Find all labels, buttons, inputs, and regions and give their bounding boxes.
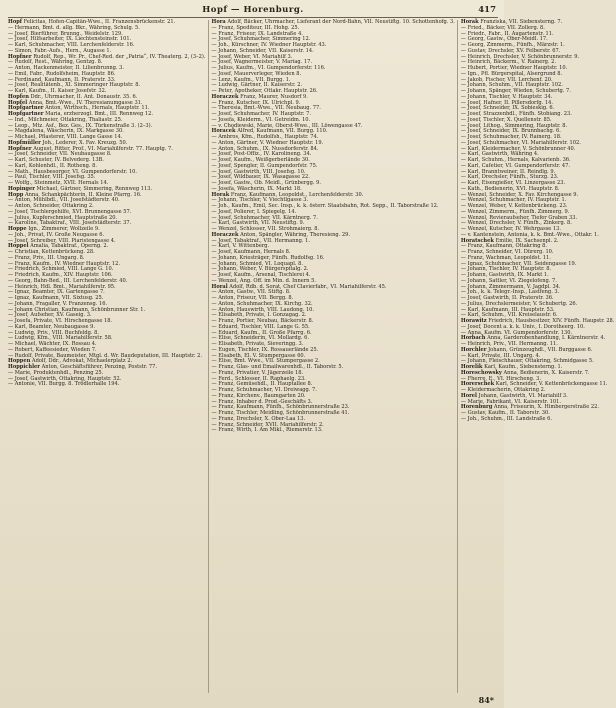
entry-details: — Josef, Polierer, I. Spiegelg. 14. <box>211 208 297 215</box>
entry-details: — Josef, Docent a. k. k. Univ., I. Dorotheerg. 10. <box>460 323 585 330</box>
column-1 <box>8 20 209 693</box>
entry-details: — Franz, Kirchenv., Baumgarten 20. <box>211 392 306 399</box>
entry-details: — Franz, Schuhmacher, VI. Dreiwagg. 7. <box>211 387 317 393</box>
entry-details: Rudolf, Rep., Wr. Pr., Chef-Red. der „Patria“, IV. Theaterg. 2, (3–2). <box>33 53 206 60</box>
entry-details: — Wolfg., Steinmetz, XVII. Hernals 14. <box>8 180 109 186</box>
entry-details: — Joh., Privat, IV. Große Neugasse 6. <box>8 231 105 238</box>
directory-entry <box>461 417 615 423</box>
entry-details: — Wenzel, Zimmerm., Fünfh. Zimmerg. 9. <box>460 208 570 215</box>
entry-details: Anna, Bmt.-Wwe., IV. Theresianumgasse 31. <box>28 99 143 106</box>
page-number: 417 <box>478 5 496 15</box>
entry-details: — Franz, Spediteur, III. Hohg. 25. <box>211 24 300 31</box>
entry-details: — Wenzel, Schuhmacher, IV. Hauptstr. 1. <box>460 197 567 204</box>
entry-details: — Karl, Beamter, Neubaugasse 9. <box>8 323 96 330</box>
entry-details: — Georg, Gastw., Ober-Meidl. 17. <box>460 36 548 43</box>
entry-details: — Josef, Schneider, IX. Brunnbachg. 6. <box>460 128 561 135</box>
entry-details: — Emil, Fabr., Rudolfsheim, Hauptstr. 86. <box>8 70 116 77</box>
entry-details: — Karl, Schuhm., Hernals, Kalvarienb. 36. <box>460 157 571 163</box>
entry-details: — Ferd., Schlosser, II. Raphaelg. 23. <box>211 375 306 382</box>
entry-details: — Julius, Kupferschmied, Hauptstraße 20. <box>8 214 118 221</box>
entry-details: — Josef, Tischlergehilfe, XVI. Brunnengasse 57. <box>8 208 132 215</box>
entry-details: — Josef, Weber, VI. Mariahilf 3. <box>211 53 293 60</box>
entry-details: — Ignaz, Schuhmacher, VII. Seidengasse 19. <box>460 260 577 267</box>
entry-surname: Horacek <box>211 128 236 135</box>
entry-details: — Theresia, Bmt.-Wwe., VII. Neubaug. 77. <box>211 105 321 112</box>
entry-details: — Josef, Aufseher, XV. Gaseig. 3. <box>8 312 92 319</box>
entry-details: — Friedr., Fabr., II. Augartenstr. 11. <box>460 30 554 37</box>
entry-details: — Leop., Mtz. Asf., Bez. Ges., IX. Türkenstraße 3. (2–3). <box>8 122 153 129</box>
entry-details: Karl, Schneider, V. Kettenbrückengasse 11. <box>495 381 608 388</box>
entry-details: — Karl, Drechsler, Fünfh., Sturzg. 23. <box>460 174 559 181</box>
entry-details: — Eduard, Kaufm., II. Große Pfarrg. 6. <box>211 329 312 336</box>
entry-details: — Karl, Kaufmann, III. Hauptstr. 53. <box>460 306 555 313</box>
entry-details: Franz, Maurer, Nusdorf 9. <box>240 93 308 100</box>
entry-details: — Johann Christian, Kaufmann, Schönbrunner Str. 1. <box>8 306 146 313</box>
entry-surname: Horal <box>211 283 228 290</box>
entry-details: — Simon, Fabr.-Aufs., Hern., Augasse 1. <box>8 47 112 54</box>
entry-details: — Franz, Kutscher, IX. Ulrichpl. 9. <box>211 99 301 106</box>
entry-details: Emilie, IX. Sachsenpl. 2. <box>495 237 559 244</box>
entry-details: — Magdalena, Wäscherin, IX. Markgasse 30. <box>8 128 124 135</box>
entry-details: — Fherre, E., VI. Hirscheng. 3. <box>460 375 541 382</box>
entry-details: Ddr., Uhrmacher, II. Ant. Donaustr. 35. 6. <box>30 93 138 100</box>
entry-details: — Josef, Schuhmacher, Simmering 12. <box>211 36 311 43</box>
entry-surname: Horaczek <box>211 231 239 238</box>
entry-details: — Anton, Schneider, Ottakring 2. <box>8 203 94 209</box>
entry-details: — Anton, Schuhmacher, IX. Kirchg. 32. <box>211 300 313 307</box>
entry-surname: Horelik <box>460 364 483 370</box>
entry-details: — Karl, Schuhmacher, VIII. Lerchenfelderstr. 16. <box>8 42 135 48</box>
entry-details: — Josefa, Private, VI. Hirschengasse 18. <box>8 318 113 324</box>
entry-details: — Josef, Gastwirth, II. Praterstr. 36. <box>460 295 554 301</box>
entry-details: — Josef, Schneider, IX. Sobieskig. 6. <box>460 105 555 112</box>
entry-details: — Wenzel, Schlosser, VII. Strohmaierg. 8. <box>211 226 320 232</box>
entry-details: Anton, Spängler, Währing, Theresieng. 29. <box>240 231 351 238</box>
entry-details: — Elise, Schneiderin, VI. Mollardg. 6. <box>211 335 310 342</box>
entry-details: — Franz, Kaufm., IV. Wiedner Hauptstr. 12. <box>8 260 120 267</box>
entry-details: — Karl, Schuster, IV. Belvederg. 13B. <box>8 157 104 163</box>
entry-details: — Josef, Schuhmacher, IV. Rainerg. 18. <box>460 134 562 140</box>
entry-surname: Hora <box>211 19 226 25</box>
entry-details: — Ignaz, Kaufmann, VII. Sixtusg. 25. <box>8 295 104 301</box>
entry-details: — Josefa, Kleiderm., VI. Getreidm. 10. <box>211 116 311 123</box>
entry-details: — Johann, Kriesträger, Fünfh. Rudolfsg. 16. <box>211 254 325 261</box>
entry-details: Anna, Bedienerin, X. Kaiserstr. 7. <box>503 369 590 376</box>
entry-details: — Joh., Kaufm., Emil, Sec. Insp., k. k. österr. Staatsbahn, Rot. Sepp., II. Taborstraße 12. <box>211 203 439 209</box>
entry-details: — Elsabeth, El. V. Stumpergasse 60. <box>211 352 306 359</box>
entry-details: — Karl, V. Wittenberg. <box>211 243 270 250</box>
entry-details: Anna, Friseurin, X. Himbergerstraße 22. <box>493 404 599 411</box>
entry-surname: Hopfner <box>8 53 32 60</box>
entry-surname: Horak <box>211 191 230 198</box>
entry-details: — Anton, Mühlbdl., VII. Josefstädterstr. 40. <box>8 197 120 204</box>
entry-details: — Kath., Bedienerin, XVI. Hauptstr. 8. <box>460 185 560 192</box>
entry-details: — Franz, Priv., III. Ungarg. 8. <box>8 254 85 261</box>
entry-details: — Johann, Tischler, V. Hauptstr. 34. <box>460 93 553 100</box>
entry-details: — Ludwig, Priv., VIII. Buchfeldg. 8. <box>8 329 100 336</box>
entry-details: — Wenzel, Kutscher, IV. Wehrgasse 13. <box>460 226 562 232</box>
entry-details: — Paul, Tischler, VIII. Josefsg. 35. <box>8 174 96 181</box>
entry-details: — Josef, Strazzenhdl., Fünfh. Stobiang. 23. <box>460 111 572 117</box>
entry-details: — Josef, Kaufmann, Hernals 8. <box>211 249 291 255</box>
entry-surname: Horenburg <box>460 404 493 411</box>
entry-surname: Horerschek <box>460 381 495 388</box>
entry-details: — Julius, Drechslermeister, V. Schubertg. 26. <box>460 300 578 307</box>
entry-details: — Johann, Fleischhauer, Ottakring, Schmidgasse 5. <box>460 358 594 365</box>
entry-details: — Michael, Pflasterer, VIII. Lange Gasse 14. <box>8 134 123 140</box>
entry-details: Ign., Zimmerer, Wollzeile 9. <box>28 226 100 232</box>
entry-details: — Karl, Kohlenhdl., II. Rotheng. 8. <box>8 162 97 169</box>
directory-entry <box>8 382 206 388</box>
entry-details: — Josef, Schuhmacher, IV. Hauptstr. 7. <box>211 111 311 117</box>
entry-details: — Franz, Drechsler, X. Ober-Laa 13. <box>211 415 306 422</box>
entry-details: — Franz, Gemüsehdl., II. Hauptallee 8. <box>211 381 313 388</box>
running-title: Hopf — Horenburg. <box>202 5 304 15</box>
entry-surname: Hoppen <box>8 358 31 365</box>
entry-details: — Josef, Realitätenb., XI. Simmeringer Hauptstr. 8. <box>8 82 141 89</box>
entry-details: — Karl, Branntweiner, II. Reindlg. 9. <box>460 168 556 175</box>
entry-details: — Franz, Schneider, XVII. Mariahilferstr. 2. <box>211 421 324 428</box>
entry-details: — Josef, Kaufm., Weißgerberlände 30. <box>211 157 310 163</box>
entry-details: — Franz, Tischler, Meidling, Schönbrunnerstraße 41. <box>211 410 350 416</box>
entry-surname: Hopfmüller <box>8 139 41 146</box>
entry-details: — Wenzel, Revieraufseher, Tiefer Graben 33. <box>460 214 578 221</box>
entry-details: — Marie, Fabrikant, VI. Kaiserstr. 101. <box>460 398 562 405</box>
entry-surname: Horbach <box>460 335 486 342</box>
entry-details: — Karl, Kleidermacher, V. Schönbrunner 40. <box>460 145 576 152</box>
entry-details: — Karoline, Tabaktraf., VIII. Josefstädterstr. 37. <box>8 220 132 227</box>
entry-details: — Heinrich, Drechsler, V. Schönbrunnerstr. 9. <box>460 53 580 60</box>
columns <box>8 19 615 693</box>
entry-details: — Friedrich, Schmied, VIII. Lange G. 10. <box>8 266 114 273</box>
entry-details: — Josef, Wildbauer, IX. Wasagasse 22. <box>211 174 310 181</box>
entry-details: — Eugen, Tischler, IX. Rossauerlände 25. <box>211 346 319 353</box>
entry-surname: Horchler <box>460 346 487 353</box>
entry-details: — Georg, Bahn-Bed., III. Lerchenfelderstr. 40. <box>8 277 128 284</box>
entry-details: — Julius, Kaufm., VI. Gumpendorferstr. 116. <box>211 65 326 71</box>
entry-details: — Johann, Spänger, Wieden, Schubertg. 7. <box>460 88 571 94</box>
entry-details: — Johann, Schuhm., VII. Hauptstr. 102. <box>460 82 563 89</box>
entry-details: — Franz, Inhaber d. Prod.-Geschäfts 3. <box>211 398 313 405</box>
entry-details: Franz, Kaufmann, Leopoldst., Lerchenfelderstr. 30. <box>230 191 364 198</box>
entry-details: — Anton, Gärtner, V. Wiedner Hauptstr. 19. <box>211 139 324 146</box>
entry-surname: Horawitz <box>460 318 487 324</box>
entry-details: — Marie, Produktenhdl., Penzing 25. <box>8 369 104 376</box>
entry-details: Joh., Lederer, X. Fav. Kreuzg. 50. <box>42 139 128 146</box>
entry-details: Adolf, Ddr., Advokat, Michaelerplatz 2. <box>31 358 133 365</box>
entry-details: — Johann, Weber, V. Bürgerspitalg. 2. <box>211 266 309 273</box>
entry-details: Friedrich, Hausbesitzer, XIV. Fünfh. Haupstr. 28. <box>488 318 615 324</box>
entry-details: — Anton, Hauswirth, VIII. Laudong. 10. <box>211 306 315 313</box>
entry-details: Anna, Schankpächterin, II. Kleine Pfarrg. 16. <box>24 191 142 198</box>
entry-details: — Peter, Apotheker, Ottakr. Hauptstr. 26. <box>211 88 318 94</box>
entry-details: — Josef, Post-Offiz., IV. Karolineng. 34. <box>211 151 312 158</box>
entry-details: — Heinrich, Priv., VII. Hermanng. 11. <box>460 341 558 347</box>
entry-surname: Hoppe <box>8 226 27 232</box>
entry-details: — v. Kantenstein, Antonia, k. k. Bmt.-Wwe., Ottakr. 1. <box>460 231 599 238</box>
entry-details: — Josef, Mauerverleger, Wieden 8. <box>211 70 302 77</box>
entry-details: Anna, Garderobenhandlung, I. Kärntnerstr. 4. <box>487 335 606 342</box>
entry-details: — Elisabeth, Private, Sieveringg. 3. <box>211 341 304 347</box>
entry-details: — Johann, Schmied, VI. Loquapl. 8. <box>211 260 303 267</box>
entry-details: — Karl, Gastwirth, Währing 4. <box>460 151 539 158</box>
entry-details: — Franz, Kaufmann, Fünfh., Schönbrunnerstraße 23. <box>211 404 350 411</box>
entry-details: — Wenzel, Schneider, X. Fav. Kirchengasse 9. <box>460 191 579 198</box>
entry-surname: Hoppel <box>8 243 29 250</box>
entry-details: — Wenzel, Ang. Off. im Min. d. Innern 5. <box>211 277 316 284</box>
entry-details: — Franz, Privatier, V. Jägerzeile 18. <box>211 369 304 376</box>
entry-details: — Eduard, Tischler, VIII. Lange G. 55. <box>211 323 310 330</box>
entry-details: — v. Chodiewski, Marie, Oberst-Wwe., III. Löwengasse 47. <box>211 122 363 129</box>
entry-details: — Josefa, Wäscherin, IX. Markt 18. <box>211 185 302 192</box>
entry-surname: Hoppichler <box>8 364 40 370</box>
entry-details: — Karl, Kaufm., II. Kaiser Josefstr. 32. <box>8 88 107 94</box>
entry-details: — Franz, Portier, Neubau, Bäckerstr. 8. <box>211 318 314 324</box>
entry-details: — Wenzel, Weber, V. Kettenbrückeng. 23. <box>460 203 568 209</box>
entry-details: — Josef, Tischler, X. Quellenstr. 85. <box>460 116 552 123</box>
entry-surname: Horeschowsky <box>460 369 502 376</box>
entry-details: — Josef, Lithog., Simmering, Hauptstr. 8. <box>460 122 568 129</box>
entry-details: — Josef, Bierführer, Brunng., Weidelstr. 129. <box>8 30 123 37</box>
entry-details: — Georg, Zimmerm., Fünfh., Märzstr. 1. <box>460 42 565 48</box>
entry-details: — Franz, Wirth, I. Am Mikl., Riemerstr. 13. <box>211 427 323 434</box>
entry-details: — Josef, Kaufm., Arsenal, Tischlerei 4. <box>211 272 311 278</box>
entry-details: — Ludwig, Kfm., VIII. Mariahilferstr. 58. <box>8 335 113 342</box>
entry-details: — Karl, Eisengießer, VI. Linzergasse 23. <box>460 180 566 186</box>
entry-details: Anton, Geschäftsführer, Penzing, Poststr. 77. <box>41 364 157 370</box>
entry-details: — Josef, Schneider, VII. Neubaugasse 8. <box>8 151 112 158</box>
entry-details: — Friedrich, Kaufm., XIV. Hauptstr. 106. <box>8 272 113 278</box>
entry-details: — Ind., Milchmeier, Ottakring, Thaliastr. 25. <box>8 116 123 123</box>
entry-details: — Anton, Gastw., VII. Stiftg. 8. <box>211 289 291 296</box>
page-header <box>8 3 498 18</box>
entry-details: — Josef, Gastwirth, Ottakring, Hauptstr. 52. <box>8 375 122 382</box>
entry-details: — Josef, Gastw., Ob. Meidl., Grünbergg. 9. <box>211 180 321 186</box>
entry-details: — Jakob, Fischer, VII. Lerchenf. 20. <box>460 76 553 83</box>
entry-details: — Ludwig, Gärtner, II. Kaiserstr. 2. <box>211 82 303 89</box>
entry-surname: Horel <box>460 392 477 399</box>
entry-details: — Josef, Tabaktraf., VII. Hermanng. 1. <box>211 237 311 244</box>
entry-details: Amalia, Tabaktraf., Operng. 2. <box>30 243 109 250</box>
entry-details: — Joh., Kürschner, IV. Wiedner Hauptstr. 43. <box>211 42 327 48</box>
column-2 <box>212 20 458 693</box>
entry-details: Adolf, Rdb. d. Sorat, Chef Clavierfabr., VI. Mariahilferstr. 45. <box>229 283 387 290</box>
entry-details: Felicitas, Hofen-Capitän-Wwe., II. Franzensbrückenstr. 21. <box>23 19 176 25</box>
entry-details: — Johann, Sattler, VI. Ziegelofeng. 7. <box>460 277 557 284</box>
entry-details: — Franz, Kaufmann, Ottakring 8. <box>460 243 547 250</box>
entry-details: — Lenz, Kaufm., VII. Burgg. 1. <box>211 76 291 83</box>
entry-details: — Karl, Cafetier, VI. Gumpendorferstr. 47. <box>460 162 571 169</box>
entry-details: — Hermann, Bmt. d. allg. Bkr., Währing, Schulg. 5. <box>8 24 140 31</box>
entry-surname: Hopp <box>8 191 24 198</box>
entry-details: — Robert, Kaffeesieder, Wieden 7. <box>8 346 97 353</box>
entry-details: — Ignaz, Beamter, IX. Gartengasse 7. <box>8 289 105 296</box>
entry-details: — Karl, Schuhm., VII. Kreiselaustr. 6. <box>460 312 558 319</box>
entry-details: — Heinrich, Hdl. Bmt., Mariahilferstr. 95. <box>8 283 116 290</box>
entry-details: — Josef, Hilfsarbeiter, IX. Liechtensteinstr. 101. <box>8 36 132 43</box>
entry-details: — Franz, Schneider, VI. Dürerg. 10. <box>460 249 554 255</box>
entry-details: — Fried., Bäcker, VII. Zollerg. 8. <box>460 24 545 31</box>
entry-details: — Johann, Gastwirth, IX. Markt 1. <box>460 272 549 278</box>
entry-details: — Ign., Pfl. Bürgerspital, Alsergrund 8. <box>460 70 563 77</box>
entry-details: — Josef, Schuhmacher, VI. Mariahilferstr. 102. <box>460 139 581 146</box>
entry-details: — Math., Hausbesorger, VI. Gumpendorferstr. 10. <box>8 168 137 175</box>
entry-details: — Ambros, Kfm., Rudolfsh., Hauptstr. 74. <box>211 134 319 140</box>
entry-details: Adolf, Bäcker, Uhrmacher, Lieferant der Nord-Bahn, VII. Neustiftg. 10. Schottenhofg. 3. <box>227 19 455 25</box>
entry-details: — Anton, Hackenmeister, II. Lilienbrunng. 3. <box>8 65 125 71</box>
entry-details: — Joh., Schuhm., III. Landstraße 6. <box>460 415 553 422</box>
entry-details: — Josef, Gastwirth, VIII. Josefsg. 10. <box>211 168 306 175</box>
entry-details: — Joh., k. k. Telegr.-Insp., Lastfeng. 3. <box>460 289 560 296</box>
entry-details: Alfred, Kaufmann, VII. Burgg. 110. <box>237 128 328 135</box>
entry-details: — Karl, Gastwirth, VII. Neustiftg. 9. <box>211 220 305 227</box>
entry-surname: Horatschek <box>460 237 494 244</box>
entry-details: — Karl, Private, III. Ungarg. 4. <box>460 352 541 359</box>
entry-details: — Kleidermacherin, Ottakring 2. <box>460 387 546 393</box>
entry-details: Karl, Kaufm., Siebensterng. 1. <box>484 364 563 370</box>
entry-surname: Hopfgartner <box>8 111 44 117</box>
entry-details: — Antonie, VII. Burgg. 8. Trödlerhalle 194. <box>8 381 120 388</box>
entry-surname: Hopfen <box>8 93 29 100</box>
entry-details: — Heinrich, Bäckerm., V. Rainerg. 2. <box>460 59 557 66</box>
entry-details: Johann, Gastwirth, VI. Mariahilf 3. <box>478 392 568 399</box>
entry-details: — Anna, Kaufm. VI. Gumpendorferstr. 130. <box>460 329 573 336</box>
entry-details: — Franz, Wachman, Leopoldst. 11. <box>460 254 551 261</box>
entry-surname: Hopf <box>8 19 22 25</box>
entry-details: — Johann, Schneider, VII. Kaiserstr. 14. <box>211 47 314 54</box>
entry-details: August, Ritter, Prof., VI. Mariahilferstr. 77. Hauptg. 7. <box>33 145 173 152</box>
entry-details: — Rudolf, Rest., Währing, Gentzg. 8. <box>8 59 103 66</box>
entry-details: — Josef, Hafner, II. Pillersdorfg. 14. <box>460 99 553 106</box>
entry-surname: Hopinger <box>8 185 35 192</box>
entry-details: — Johann, Zimmermann, V. Jagdpl. 34. <box>460 283 561 290</box>
entry-details: — Anton, Friseur, VII. Bergg. 8. <box>211 295 294 301</box>
entry-surname: Hopfel <box>8 99 28 106</box>
entry-details: — Josef, Schuhmacher, VII. Kärntnerg. 7. <box>211 214 318 221</box>
entry-details: — Ferdinand, Kaufmann, II. Praterstr. 33. <box>8 76 116 83</box>
entry-surname: Horak <box>460 19 479 25</box>
entry-surname: Hopfner <box>8 145 32 152</box>
entry-details: — Elisabeth, Private, I. Gonzagag. 2. <box>211 312 307 319</box>
entry-details: — Christian, Kettenbrückeng. 28. <box>8 249 95 255</box>
entry-details: — Michael, Wächter, IX. Rossau 4. <box>8 341 97 347</box>
directory-entry <box>212 428 455 434</box>
entry-details: — Gustav, Drechsler, XV. Felberstr. 67. <box>460 47 561 54</box>
entry-details: — Anton, Schuhm., IX. Nussdorferstr. 84. <box>211 145 319 152</box>
signature-mark: 84* <box>478 695 494 705</box>
entry-details: — Hubert, Portier, Wiedner Hauptstr. 10. <box>460 65 568 71</box>
entry-surname: Horaczek <box>211 93 239 100</box>
entry-details: — Johann, Tischler, IV. Hauptstr. 8. <box>460 266 552 273</box>
entry-surname: Hopfgartner <box>8 105 44 112</box>
entry-details: — Josef, Schreiber, VIII. Piaristengasse 4. <box>8 237 116 244</box>
entry-details: — Franz, Glas- und Emailwarenhdl., II. Taborstr. 5. <box>211 364 344 370</box>
entry-details: — Josef, Wagnermeister, V. Mariag. 17. <box>211 59 312 66</box>
entry-details: Michael, Gärtner, Simmering, Rennweg 113. <box>36 185 153 192</box>
entry-details: — Franz, Friseur, IX. Landstraße 4. <box>211 30 303 37</box>
entry-details: — Johann, Tischler, V. Viechtlgasse 3. <box>211 197 309 204</box>
entry-details: Anton, Wirthsch., Hernals, Hauptstr. 11. <box>45 105 150 112</box>
entry-details: — Elise, Bmt. Wwe., VII. Stumpergasse 2. <box>211 358 320 365</box>
entry-details: Maria, erzherzogl. Bmt., III. Rennweg 12. <box>45 111 153 117</box>
entry-details: — Rudolf, Private, Baumeister, Mtgl. d. Wr. Baudeputation, III. Hauptstr. 2. <box>8 352 202 359</box>
entry-details: — Wenzel, Drechsler, V. Fünfh., Zinkerg. 8. <box>460 220 572 227</box>
entry-details: Johann, Grünzeughdl., VII. Burggasse 6. <box>488 346 593 353</box>
entry-details: — Josef, Spengler, II. Gumpendorfstr. 75. <box>211 162 318 169</box>
column-3 <box>461 20 616 693</box>
entry-details: Franziska, VII. Siebensterng. 7. <box>480 19 563 25</box>
entry-details: — Gustav, Kaufm., II. Taborstr. 30. <box>460 410 550 416</box>
entry-details: — Johann, Fragaller, V. Franzensg. 16. <box>8 300 108 307</box>
